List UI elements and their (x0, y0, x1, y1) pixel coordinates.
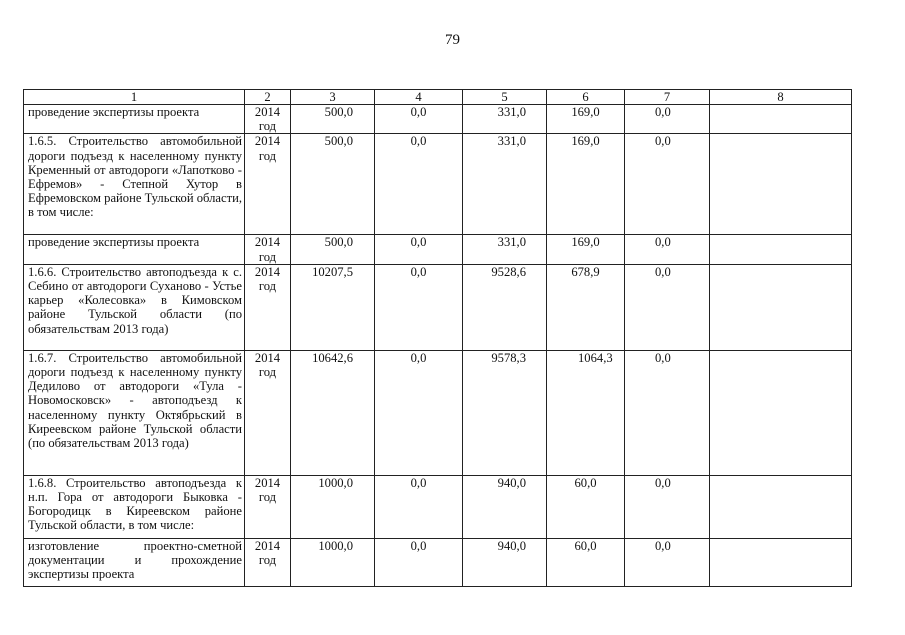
row-note (710, 235, 852, 264)
row-value-col6: 1064,3 (547, 350, 625, 475)
row-note (710, 350, 852, 475)
row-value-col5: 331,0 (463, 235, 547, 264)
row-value-col6: 169,0 (547, 134, 625, 235)
row-value-col5: 331,0 (463, 105, 547, 134)
column-number: 4 (375, 90, 463, 105)
row-value-total: 1000,0 (291, 475, 375, 538)
row-value-col7: 0,0 (625, 350, 710, 475)
column-number: 8 (710, 90, 852, 105)
row-year: 2014 год (245, 538, 291, 586)
row-value-col4: 0,0 (375, 235, 463, 264)
table-row (24, 264, 852, 350)
row-value-col4: 0,0 (375, 538, 463, 586)
row-year: 2014 год (245, 134, 291, 235)
row-year: 2014 год (245, 105, 291, 134)
row-value-col5: 331,0 (463, 134, 547, 235)
row-value-col4: 0,0 (375, 264, 463, 350)
row-value-col6: 678,9 (547, 264, 625, 350)
row-value-col6: 169,0 (547, 105, 625, 134)
row-description: 1.6.8. Строительство автоподъезда к н.п. Гора от автодороги Быковка - Богородицк в Киреевском районе Тульской области, в том числе: (24, 475, 245, 538)
row-value-col4: 0,0 (375, 350, 463, 475)
page-number: 79 (445, 32, 460, 48)
row-description: 1.6.6. Строительство автоподъезда к с. Себино от автодороги Суханово - Устье карьер «Колесовка» в Кимовском районе Тульской области (по обязательствам 2013 года) (24, 264, 245, 350)
row-year: 2014 год (245, 350, 291, 475)
row-description: изготовление проектно-сметной документации и прохождение экспертизы проекта (24, 538, 245, 586)
table-row (24, 538, 852, 586)
row-value-total: 500,0 (291, 105, 375, 134)
row-value-col7: 0,0 (625, 475, 710, 538)
row-year: 2014 год (245, 235, 291, 264)
table-row (24, 134, 852, 235)
table-row (24, 350, 852, 475)
row-note (710, 475, 852, 538)
row-value-col7: 0,0 (625, 538, 710, 586)
row-value-col5: 940,0 (463, 538, 547, 586)
table-row (24, 475, 852, 538)
row-value-col7: 0,0 (625, 105, 710, 134)
row-value-col5: 9578,3 (463, 350, 547, 475)
row-description: 1.6.5. Строительство автомобильной дороги подъезд к населенному пункту Кременный от автодороги «Лапотково - Ефремов» - Степной Хутор в Ефремовском районе Тульской области, в том числе: (24, 134, 245, 235)
row-value-col7: 0,0 (625, 264, 710, 350)
row-value-total: 500,0 (291, 235, 375, 264)
row-note (710, 105, 852, 134)
row-value-total: 10207,5 (291, 264, 375, 350)
table-row (24, 105, 852, 134)
column-number: 5 (463, 90, 547, 105)
row-value-col7: 0,0 (625, 134, 710, 235)
row-description: проведение экспертизы проекта (24, 105, 245, 134)
row-note (710, 538, 852, 586)
column-number-row (24, 90, 852, 105)
column-number: 6 (547, 90, 625, 105)
row-note (710, 264, 852, 350)
row-value-total: 1000,0 (291, 538, 375, 586)
row-value-col4: 0,0 (375, 475, 463, 538)
column-number: 3 (291, 90, 375, 105)
row-value-col5: 9528,6 (463, 264, 547, 350)
row-description: проведение экспертизы проекта (24, 235, 245, 264)
row-value-col6: 60,0 (547, 538, 625, 586)
table-row (24, 235, 852, 264)
column-number: 7 (625, 90, 710, 105)
row-note (710, 134, 852, 235)
row-year: 2014 год (245, 475, 291, 538)
column-number: 2 (245, 90, 291, 105)
row-year: 2014 год (245, 264, 291, 350)
row-value-col5: 940,0 (463, 475, 547, 538)
row-value-col6: 60,0 (547, 475, 625, 538)
row-value-col4: 0,0 (375, 105, 463, 134)
row-value-total: 10642,6 (291, 350, 375, 475)
budget-table (23, 89, 852, 587)
row-description: 1.6.7. Строительство автомобильной дороги подъезд к населенному пункту Дедилово от автодороги «Тула - Новомосковск» - автоподъезд к населенному пункту Октябрьский в Киреевском районе Тульской области (по обязательствам 2013 года) (24, 350, 245, 475)
row-value-col4: 0,0 (375, 134, 463, 235)
row-value-col6: 169,0 (547, 235, 625, 264)
row-value-col7: 0,0 (625, 235, 710, 264)
column-number: 1 (24, 90, 245, 105)
row-value-total: 500,0 (291, 134, 375, 235)
